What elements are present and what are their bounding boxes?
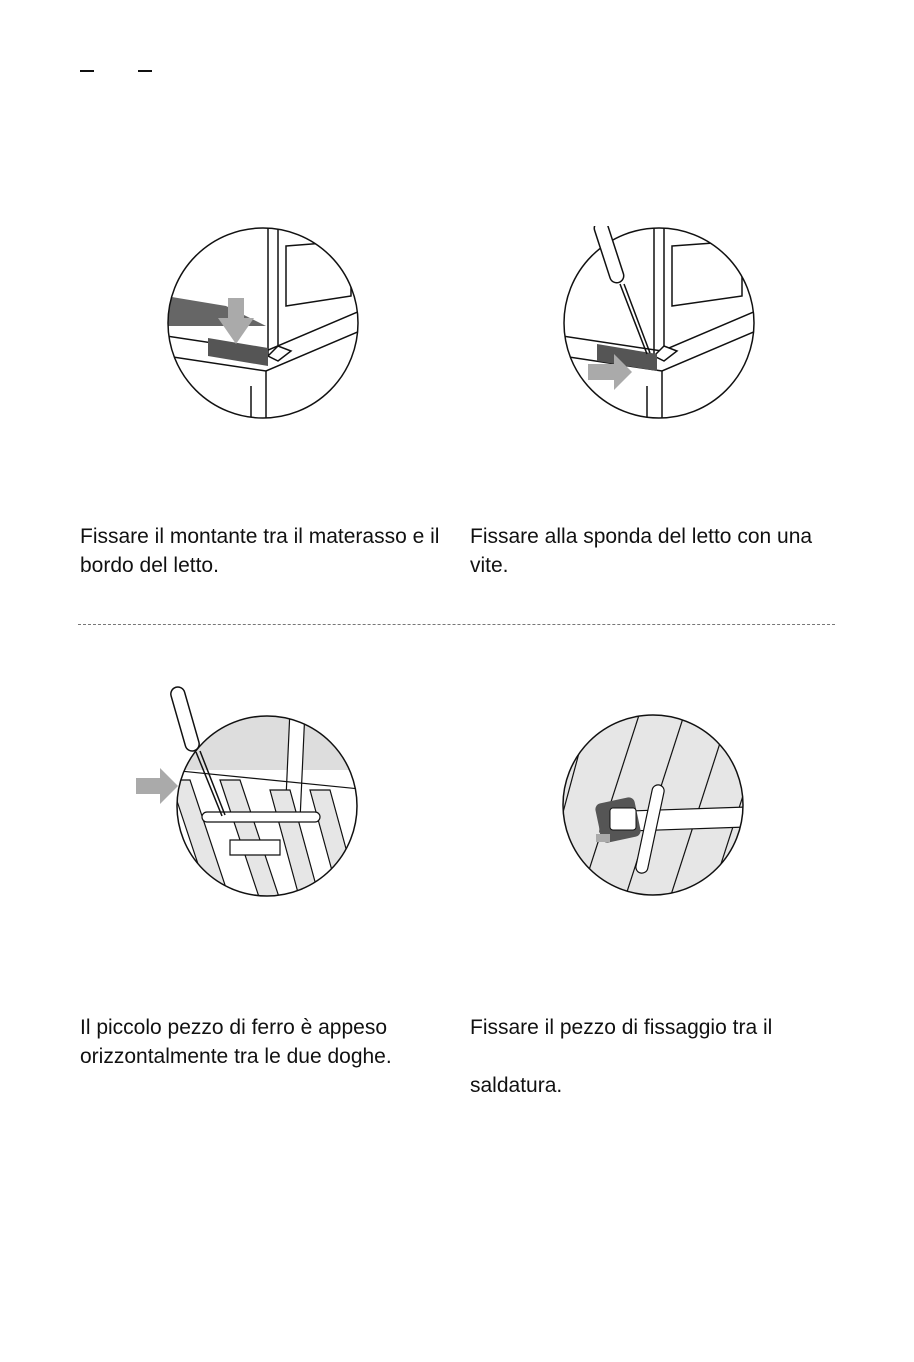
step-4-caption-line1: Fissare il pezzo di fissaggio tra il [470,1016,773,1039]
header-dash-right [138,70,152,72]
step-1-caption: Fissare il montante tra il materasso e il bordo del letto. [80,525,440,577]
step-3-caption: Il piccolo pezzo di ferro è appeso orizzontalmente tra le due doghe. [80,1016,392,1068]
down-arrow-icon [218,298,254,344]
tape-pad-icon [594,796,641,843]
screwdriver-icon [592,226,650,354]
right-arrow-icon [136,768,178,804]
step-2-caption: Fissare alla sponda del letto con una vite. [470,525,813,577]
section-divider [78,624,835,625]
step-1-illustration [166,226,360,420]
step-3-illustration [130,680,360,900]
step-4-caption-line2: saldatura. [470,1074,563,1097]
step-2-illustration [562,226,756,420]
header-dash-left [80,70,94,72]
step-4-illustration [560,712,746,898]
